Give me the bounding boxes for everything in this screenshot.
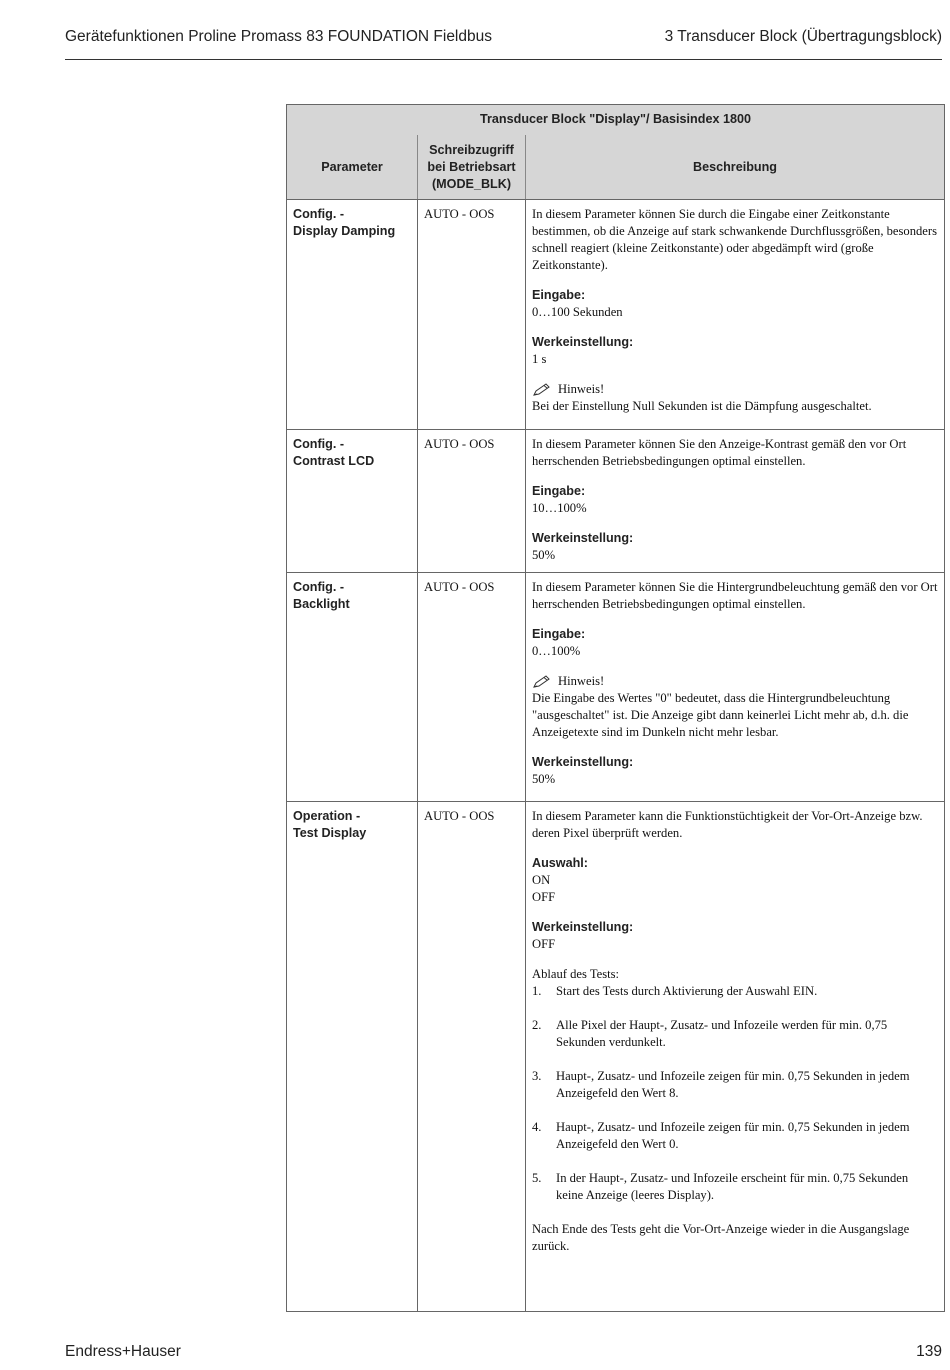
column-header-description: Beschreibung xyxy=(526,135,945,200)
outro-text: Nach Ende des Tests geht die Vor-Ort-Anzeige wieder in die Ausgangslage zurück. xyxy=(532,1222,910,1253)
default-label: Werkeinstellung: xyxy=(532,920,634,934)
parameter-group: Config. - xyxy=(293,580,345,594)
note-label: Hinweis! xyxy=(558,382,605,396)
table-row xyxy=(287,573,945,802)
input-block xyxy=(532,287,938,321)
default-block xyxy=(532,530,938,564)
note-block xyxy=(532,673,938,741)
default-value: 1 s xyxy=(532,352,547,366)
list-item xyxy=(532,1017,938,1051)
test-procedure xyxy=(532,966,938,1204)
step-text: In der Haupt-, Zusatz- und Infozeile erscheint für min. 0,75 Sekunden keine Anzeige (leeres Display). xyxy=(556,1171,909,1202)
input-block xyxy=(532,626,938,660)
parameter-group: Config. - xyxy=(293,207,345,221)
steps-list xyxy=(532,983,938,1204)
step-number: 4. xyxy=(532,1120,542,1134)
default-block xyxy=(532,334,938,368)
description-text: In diesem Parameter können Sie durch die Eingabe einer Zeitkonstante bestimmen, ob die Anzeige auf stark schwankende Durchflussgrößen, besonders schnell reagiert (kleine Zeitkonstante) oder abgedämpft wird (große Zeitkonstante). xyxy=(532,207,937,272)
input-block xyxy=(532,483,938,517)
table-title: Transducer Block "Display"/ Basisindex 1800 xyxy=(287,105,945,136)
parameter-label: Contrast LCD xyxy=(293,454,375,468)
access-mode: AUTO - OOS xyxy=(418,573,526,802)
default-value: 50% xyxy=(532,772,556,786)
description-text: In diesem Parameter kann die Funktionstüchtigkeit der Vor-Ort-Anzeige bzw. deren Pixel überprüft werden. xyxy=(532,809,923,840)
column-header-access: Schreibzugriff bei Betriebsart (MODE_BLK) xyxy=(418,135,526,200)
input-value: 0…100% xyxy=(532,644,581,658)
step-text: Alle Pixel der Haupt-, Zusatz- und Infozeile werden für min. 0,75 Sekunden verdunkelt. xyxy=(556,1018,888,1049)
description-cell xyxy=(526,802,945,1312)
parameter-label: Test Display xyxy=(293,826,367,840)
description-cell xyxy=(526,573,945,802)
step-number: 5. xyxy=(532,1171,542,1185)
footer-page-number: 139 xyxy=(916,1343,942,1360)
parameter-group: Config. - xyxy=(293,437,345,451)
parameter-label: Backlight xyxy=(293,597,350,611)
step-number: 1. xyxy=(532,984,542,998)
pencil-note-icon xyxy=(532,383,552,397)
column-header-parameter: Parameter xyxy=(287,135,418,200)
input-value: 10…100% xyxy=(532,501,587,515)
access-mode: AUTO - OOS xyxy=(418,200,526,430)
description-text: In diesem Parameter können Sie den Anzeige-Kontrast gemäß den vor Ort herrschenden Betriebsbedingungen optimal einstellen. xyxy=(532,437,907,468)
description-cell xyxy=(526,200,945,430)
parameter-name xyxy=(287,200,418,430)
transducer-block-table xyxy=(286,104,945,1312)
step-text: Haupt-, Zusatz- und Infozeile zeigen für min. 0,75 Sekunden in jedem Anzeigefeld den Wert 0. xyxy=(556,1120,910,1151)
step-number: 2. xyxy=(532,1018,542,1032)
step-number: 3. xyxy=(532,1069,542,1083)
list-item xyxy=(532,1170,938,1204)
steps-intro: Ablauf des Tests: xyxy=(532,967,620,981)
description-cell xyxy=(526,430,945,573)
step-text: Haupt-, Zusatz- und Infozeile zeigen für min. 0,75 Sekunden in jedem Anzeigefeld den Wert 8. xyxy=(556,1069,910,1100)
step-text: Start des Tests durch Aktivierung der Auswahl EIN. xyxy=(556,984,818,998)
default-block xyxy=(532,754,938,788)
default-block xyxy=(532,919,938,953)
default-label: Werkeinstellung: xyxy=(532,335,634,349)
input-value: 0…100 Sekunden xyxy=(532,305,623,319)
input-label: Eingabe: xyxy=(532,288,586,302)
header-divider xyxy=(65,59,942,60)
default-value: 50% xyxy=(532,548,556,562)
selection-label: Auswahl: xyxy=(532,856,588,870)
description-text: In diesem Parameter können Sie die Hintergrundbeleuchtung gemäß den vor Ort herrschenden Betriebsbedingungen optimal einstellen. xyxy=(532,580,938,611)
note-label: Hinweis! xyxy=(558,674,605,688)
note-text: Die Eingabe des Wertes "0" bedeutet, dass die Hintergrundbeleuchtung "ausgeschaltet" ist. Die Anzeige gibt dann keinerlei Licht mehr ab, d.h. die Anzeigetexte sind im Dunkeln nicht mehr lesbar. xyxy=(532,691,909,739)
parameter-label: Display Damping xyxy=(293,224,396,238)
default-value: OFF xyxy=(532,937,556,951)
list-item xyxy=(532,1119,938,1153)
note-block xyxy=(532,381,938,415)
access-mode: AUTO - OOS xyxy=(418,802,526,1312)
header-right-section: 3 Transducer Block (Übertragungsblock) xyxy=(664,28,942,45)
input-label: Eingabe: xyxy=(532,484,586,498)
default-label: Werkeinstellung: xyxy=(532,531,634,545)
parameter-group: Operation - xyxy=(293,809,361,823)
parameter-name xyxy=(287,802,418,1312)
list-item xyxy=(532,983,938,1000)
input-label: Eingabe: xyxy=(532,627,586,641)
list-item xyxy=(532,1068,938,1102)
header-left-title: Gerätefunktionen Proline Promass 83 FOUNDATION Fieldbus xyxy=(65,28,492,45)
table-row xyxy=(287,802,945,1312)
default-label: Werkeinstellung: xyxy=(532,755,634,769)
table-row xyxy=(287,430,945,573)
selection-option-on: ON xyxy=(532,873,551,887)
access-mode: AUTO - OOS xyxy=(418,430,526,573)
table-row xyxy=(287,200,945,430)
selection-block xyxy=(532,855,938,906)
parameter-name xyxy=(287,430,418,573)
note-text: Bei der Einstellung Null Sekunden ist die Dämpfung ausgeschaltet. xyxy=(532,399,872,413)
pencil-note-icon xyxy=(532,675,552,689)
footer-brand: Endress+Hauser xyxy=(65,1343,181,1360)
selection-option-off: OFF xyxy=(532,890,556,904)
parameter-name xyxy=(287,573,418,802)
page-header xyxy=(65,28,942,46)
